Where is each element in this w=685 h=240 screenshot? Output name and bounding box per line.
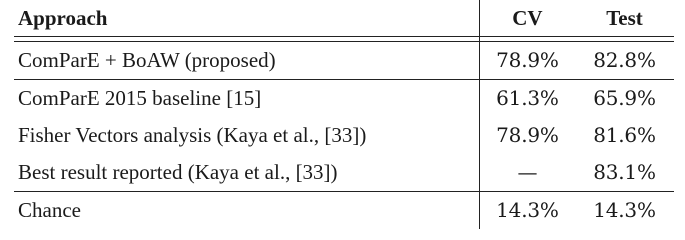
row-cv: 78.9% [479,42,575,80]
row-cv: 14.3% [479,192,575,230]
table-row [14,117,674,154]
header-cv: CV [479,0,575,37]
row-cv: 61.3% [479,80,575,118]
row-approach: ComParE + BoAW (proposed) [14,42,479,80]
row-test: 81.6% [593,123,656,147]
row-test: 83.1% [593,160,656,184]
header-test: Test [606,6,643,30]
row-test: 82.8% [575,42,674,80]
table-row [14,192,674,230]
table-row [14,154,674,192]
table-row [14,80,674,118]
row-cv: — [479,154,575,192]
results-table-container [14,0,674,239]
table-row [14,42,674,80]
row-approach: ComParE 2015 baseline [15] [14,80,479,118]
header-approach: Approach [18,6,108,30]
row-approach: Chance [14,192,479,230]
row-approach: Fisher Vectors analysis (Kaya et al., [33]) [18,123,367,147]
row-approach: Best result reported (Kaya et al., [33]) [18,160,338,184]
row-cv: 78.9% [479,117,575,154]
row-test: 65.9% [575,80,674,118]
row-test: 14.3% [575,192,674,230]
table-header-row [14,0,674,37]
results-table [14,0,674,229]
